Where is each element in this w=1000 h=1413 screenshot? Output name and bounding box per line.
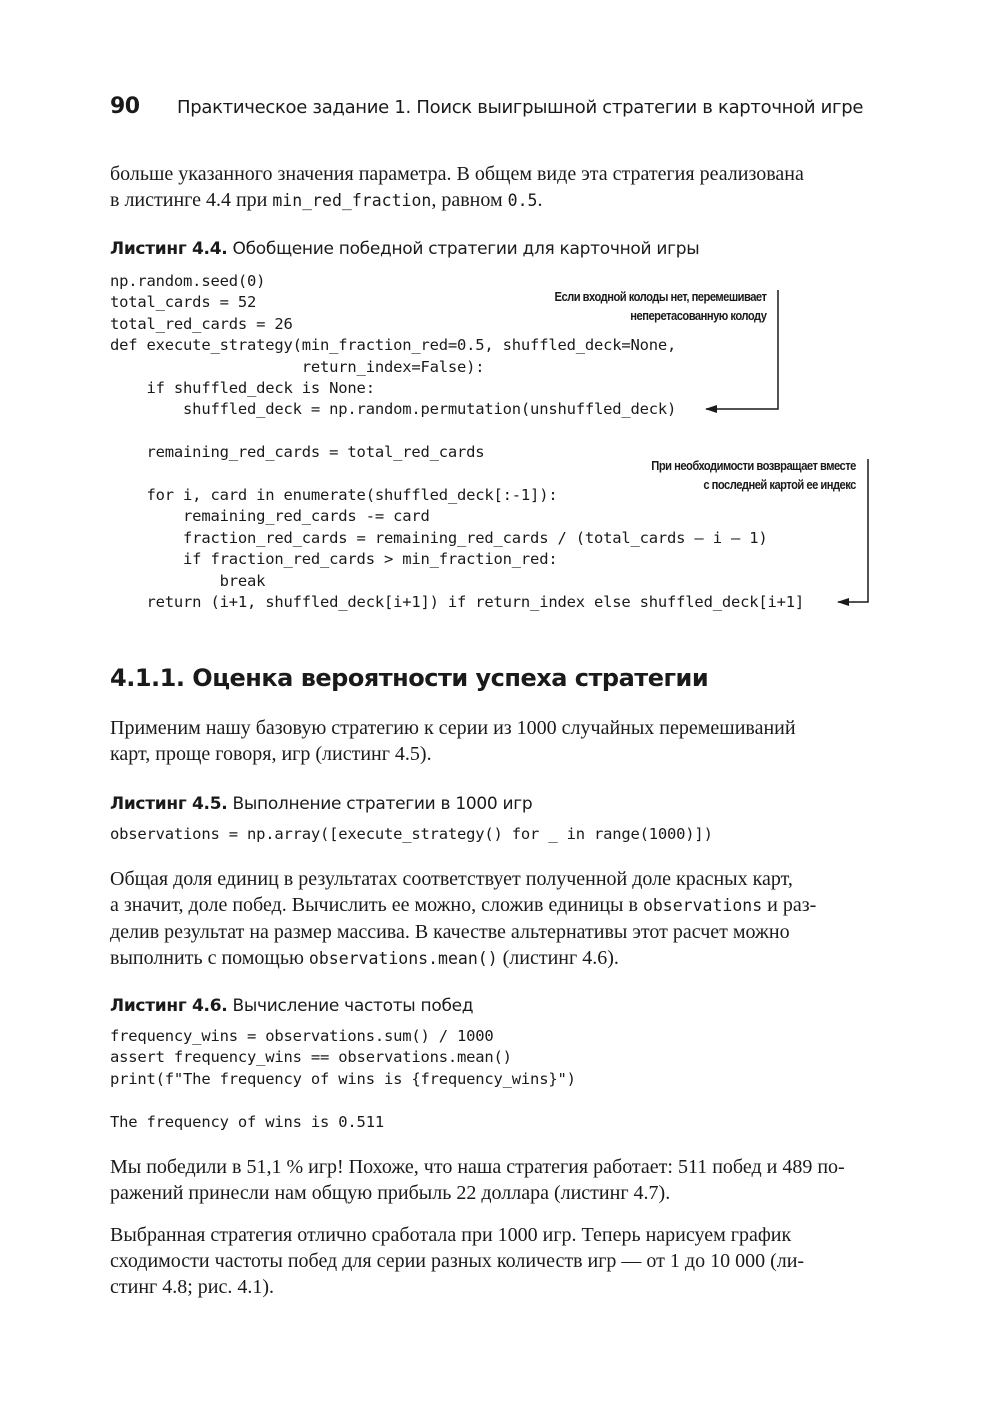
listing-label: Листинг 4.6. [110, 996, 228, 1016]
listing-caption: Вычисление частоты побед [232, 996, 474, 1016]
code-block-4-4-part1: np.random.seed(0) total_cards = 52 total_red_cards = 26 def execute_strategy(min_fraction_red=0.5, shuffled_deck=None, return_index=False): if shuffled_deck is None: shuffled_deck = np.random.permutation(unshuffled_deck) [110, 272, 677, 419]
code-block-4-6: frequency_wins = observations.sum() / 1000 assert frequency_wins == observations.mean() print(f"The frequency of wins is {frequency_wins}") [110, 1027, 576, 1088]
inline-code-observations-mean: observations.mean() [308, 949, 498, 968]
running-title: Практическое задание 1. Поиск выигрышной стратегии в карточной игре [177, 97, 864, 118]
callout-shuffle-note: Если входной колоды нет, перемешивает неперетасованную колоду [554, 289, 766, 323]
callout-arrow-2 [838, 459, 868, 602]
inline-code-min-red-fraction: min_red_fraction [272, 191, 432, 210]
listing-caption: Выполнение стратегии в 1000 игр [232, 794, 533, 814]
paragraph-5: Выбранная стратегия отлично сработала при 1000 игр. Теперь нарисуем график сходимости частоты побед для серии разных количеств игр — от 1 до 10 000 (ли- стинг 4.8; рис. 4.1). [110, 1224, 805, 1298]
page-number: 90 [110, 94, 140, 119]
callout-arrow-1 [706, 290, 778, 409]
code-block-4-4-part3: for i, card in enumerate(shuffled_deck[:-1]): remaining_red_cards -= card fraction_red_cards = remaining_red_cards / (total_cards – i – 1) if fraction_red_cards > min_fraction_red: break return (i+1, shuffled_deck[i+1]) if return_index else shuffled_deck[i+1] [146, 486, 805, 612]
inline-code-observations: observations [642, 896, 763, 915]
section-heading: 4.1.1. Оценка вероятности успеха стратегии [110, 664, 709, 692]
inline-code-value: 0.5 [507, 191, 538, 210]
listing-4-6-title [110, 996, 473, 1016]
paragraph-2: Применим нашу базовую стратегию к серии из 1000 случайных перемешиваний карт, проще говоря, игр (листинг 4.5). [110, 717, 796, 765]
code-block-4-5: observations = np.array([execute_strategy() for _ in range(1000)]) [110, 825, 713, 843]
callout-return-index-note: При необходимости возвращает вместе с последней картой ее индекс [651, 458, 856, 492]
listing-caption: Обобщение победной стратегии для карточной игры [232, 239, 700, 259]
intro-line-2: в листинге 4.4 при min_red_fraction, равном 0.5. [110, 189, 543, 211]
code-block-4-4-part2: remaining_red_cards = total_red_cards [110, 443, 485, 461]
listing-label: Листинг 4.4. [110, 239, 228, 259]
paragraph-3: Общая доля единиц в результатах соответствует полученной доле красных карт, а значит, доле побед. Вычислить ее можно, сложив единицы в observations и раз- делив результат на размер массива. В качестве альтернативы этот расчет можно выполнить с помощью observations.mean() (листинг 4.6). [110, 868, 817, 969]
code-output-4-6: The frequency of wins is 0.511 [110, 1113, 384, 1131]
listing-label: Листинг 4.5. [110, 794, 228, 814]
intro-line-1: больше указанного значения параметра. В общем виде эта стратегия реализована [110, 163, 804, 185]
paragraph-4: Мы победили в 51,1 % игр! Похоже, что наша стратегия работает: 511 побед и 489 по- ражений принесли нам общую прибыль 22 доллара (листинг 4.7). [110, 1156, 845, 1204]
listing-4-5-title [110, 794, 532, 814]
